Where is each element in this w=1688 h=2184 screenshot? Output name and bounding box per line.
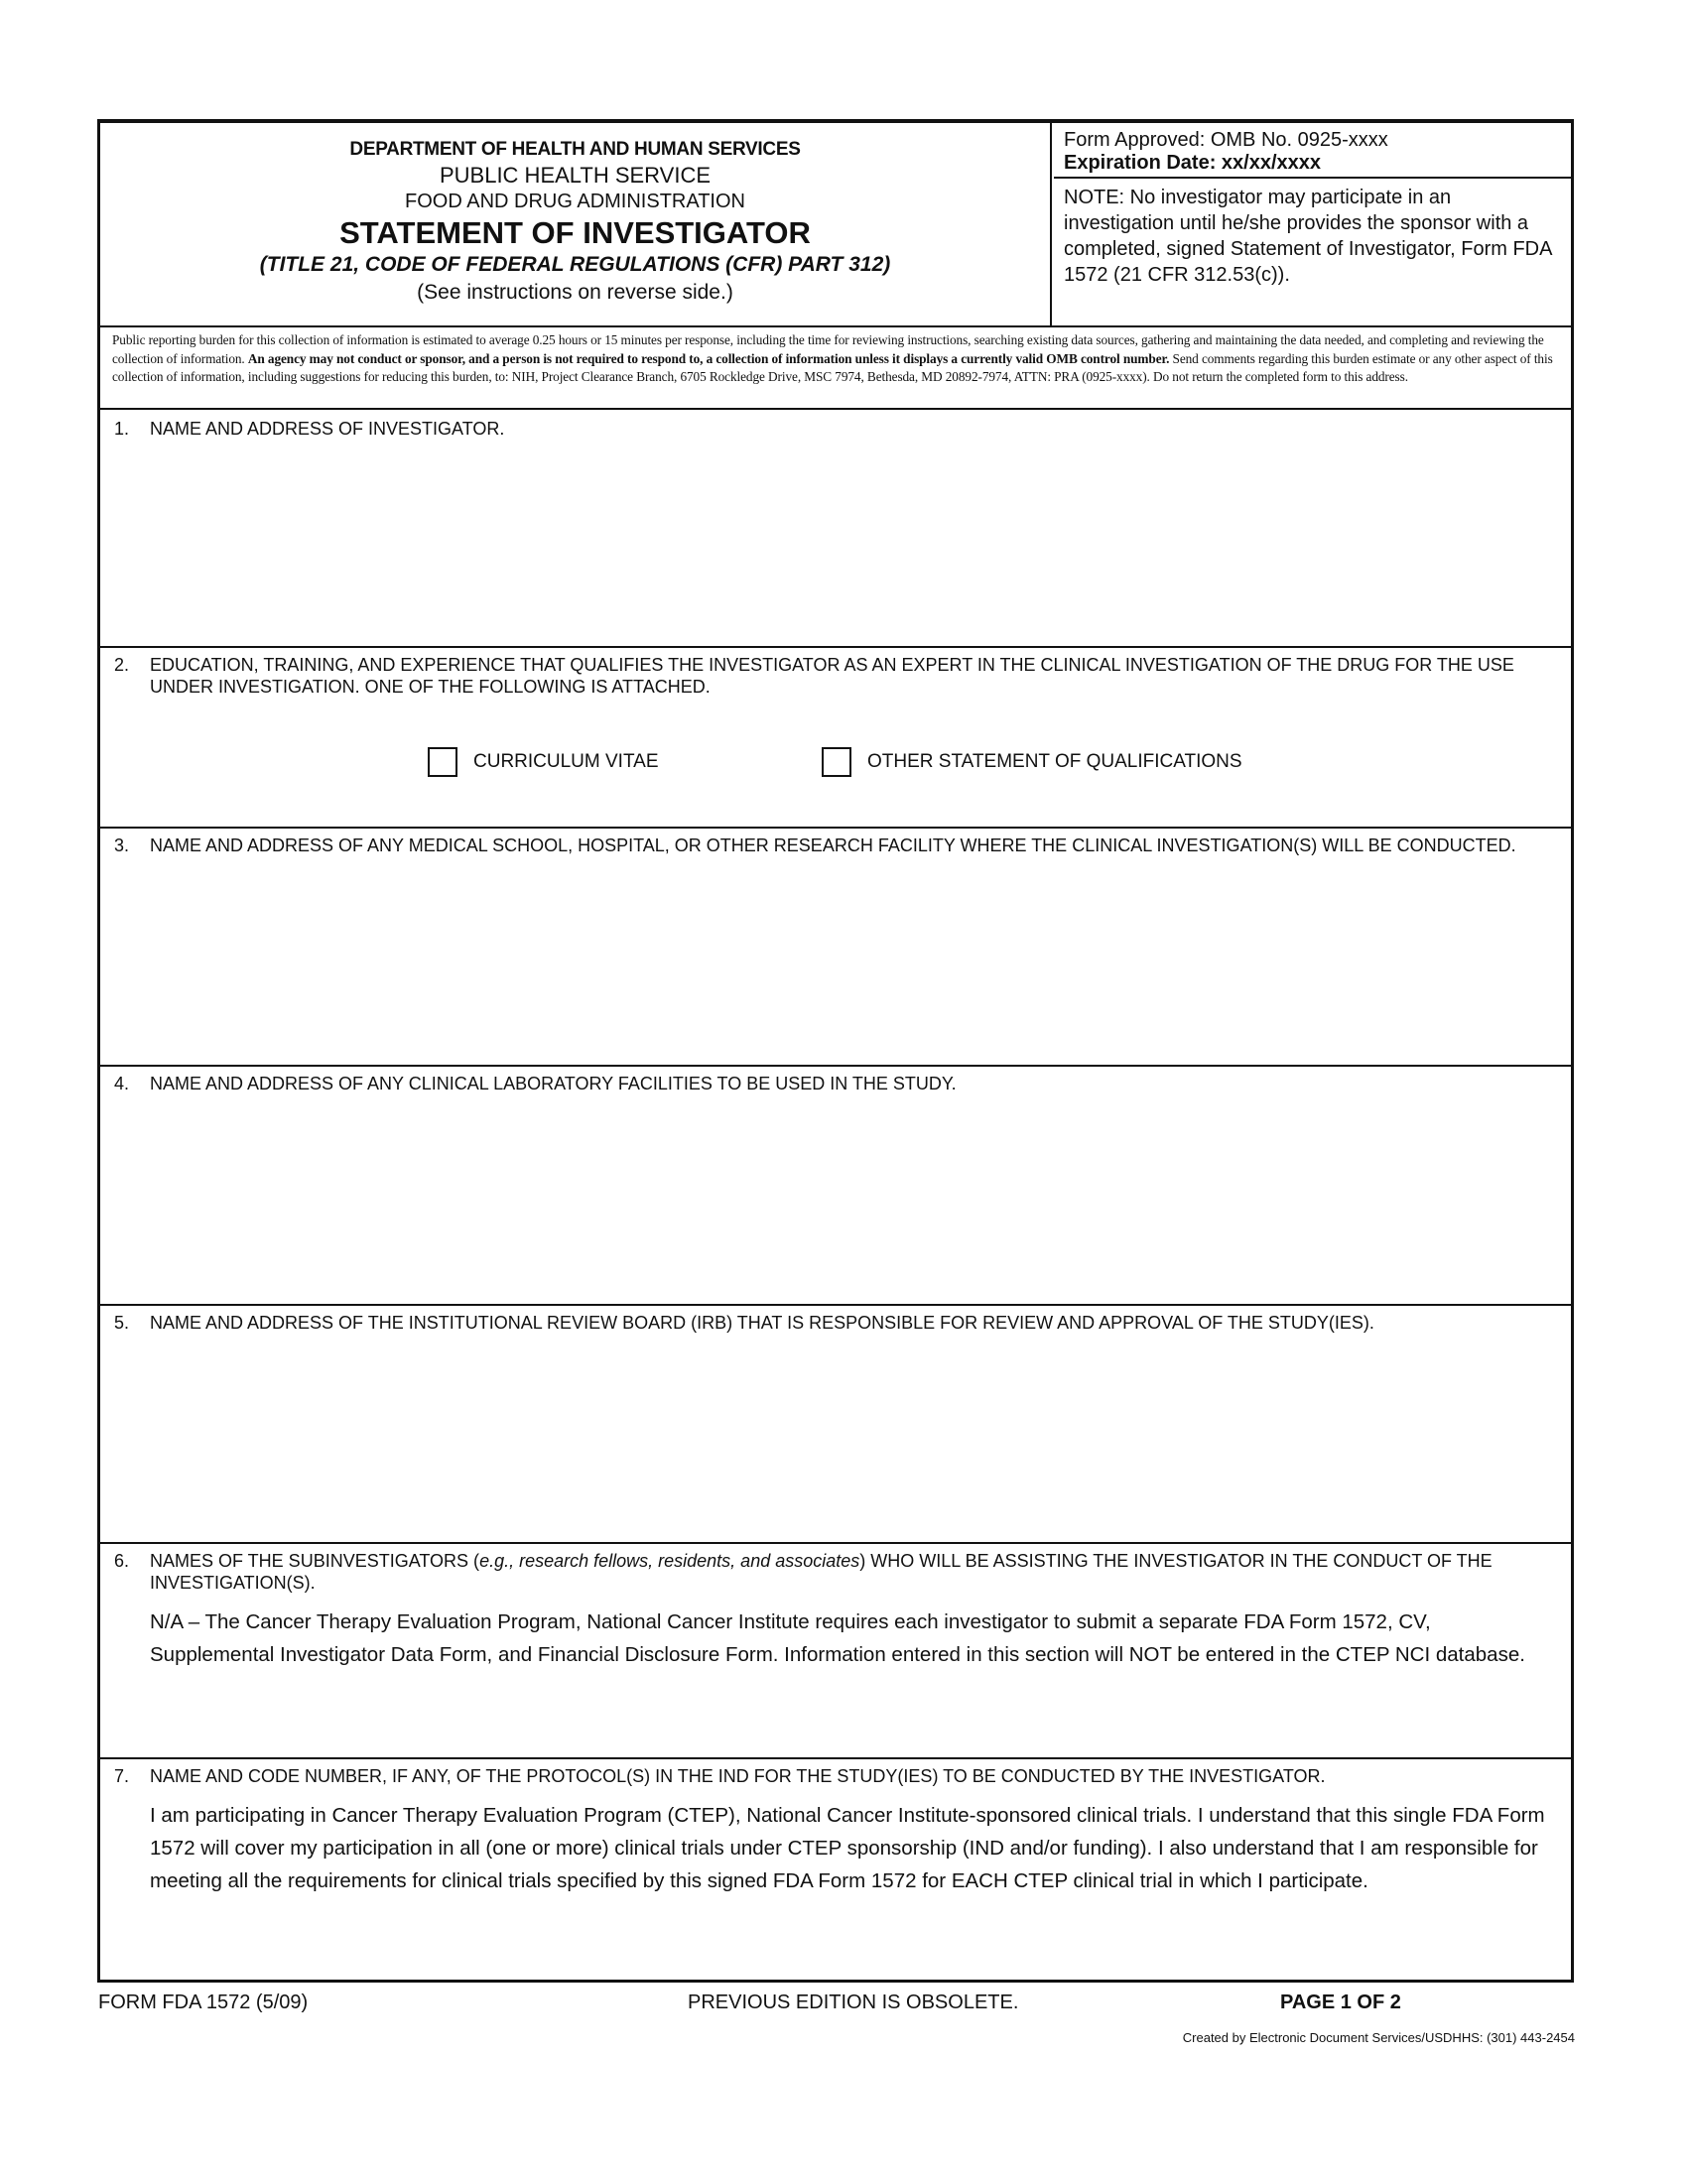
burden-statement — [100, 327, 1571, 410]
other-qualifications-option[interactable] — [822, 747, 1242, 777]
section-7[interactable] — [100, 1759, 1571, 1983]
label-part: ) WHO WILL BE ASSISTING THE INVESTIGATOR IN THE CONDUCT OF THE INVESTIGATION(S). — [150, 1551, 1493, 1593]
approval-block — [1054, 123, 1571, 325]
credit-line: Created by Electronic Document Services/USDHHS: (301) 443-2454 — [1182, 2030, 1575, 2045]
section-number: 2. — [114, 655, 130, 675]
other-qualifications-label: OTHER STATEMENT OF QUALIFICATIONS — [867, 751, 1242, 772]
section-number: 7. — [114, 1766, 130, 1786]
section-number: 3. — [114, 835, 130, 855]
burden-text: Public reporting burden for this collection of information is estimated to average 0.25 hours or 15 minutes per response, including the time for reviewing instructions, searching existing data sources, gathering and maintaining the data needed, and completing and reviewing the collection of information. — [112, 332, 1544, 366]
section-label: NAME AND ADDRESS OF ANY CLINICAL LABORATORY FACILITIES TO BE USED IN THE STUDY. — [150, 1074, 957, 1093]
section-number: 5. — [114, 1313, 130, 1333]
burden-text-2: Send comments regarding this burden estimate or any other aspect of this collection of information, including suggestions for reducing this burden, to: NIH, Project Clearance Branch, 6705 Rockledge Drive, MSC 7974, Bethesda, MD 20892-7974, ATTN: PRA (0925-xxxx). Do not return the completed form to this address. — [112, 350, 1553, 384]
section-label: NAME AND ADDRESS OF ANY MEDICAL SCHOOL, HOSPITAL, OR OTHER RESEARCH FACILITY WHERE THE CLINICAL INVESTIGATION(S) WILL BE CONDUCTED. — [150, 835, 1516, 855]
section-2 — [100, 648, 1571, 829]
section-label — [150, 1550, 1529, 1594]
obsolete-notice: PREVIOUS EDITION IS OBSOLETE. — [688, 1991, 1019, 2013]
agency: FOOD AND DRUG ADMINISTRATION — [405, 191, 745, 212]
section-number: 4. — [114, 1074, 130, 1093]
form-frame — [97, 119, 1574, 1983]
instructions-note: (See instructions on reverse side.) — [417, 281, 733, 304]
agency-block — [100, 123, 1052, 325]
section-label: EDUCATION, TRAINING, AND EXPERIENCE THAT QUALIFIES THE INVESTIGATOR AS AN EXPERT IN THE CLINICAL INVESTIGATION OF THE DRUG FOR THE USE UNDER INVESTIGATION. ONE OF THE FOLLOWING IS ATTACHED. — [150, 655, 1514, 697]
burden-bold-text: An agency may not conduct or sponsor, and a person is not required to respond to, a collection of information unless it displays a currently valid OMB control number. — [247, 350, 1170, 366]
cv-option[interactable] — [428, 747, 659, 777]
label-part: NAMES OF THE SUBINVESTIGATORS ( — [150, 1551, 480, 1571]
page-number: PAGE 1 OF 2 — [1280, 1991, 1401, 2013]
section-7-text: I am participating in Cancer Therapy Evaluation Program (CTEP), National Cancer Institute-sponsored clinical trials. I understand that this single FDA Form 1572 will cover my participation in all (one or more) clinical trials under CTEP sponsorship (IND and/or funding). I also understand that I am responsible for meeting all the requirements for clinical trials specified by this signed FDA Form 1572 for EACH CTEP clinical trial in which I participate. — [150, 1804, 1545, 1892]
section-label: NAME AND ADDRESS OF THE INSTITUTIONAL REVIEW BOARD (IRB) THAT IS RESPONSIBLE FOR REVIEW AND APPROVAL OF THE STUDY(IES). — [150, 1313, 1374, 1333]
form-subtitle: (TITLE 21, CODE OF FEDERAL REGULATIONS (CFR) PART 312) — [259, 253, 891, 276]
form-title: STATEMENT OF INVESTIGATOR — [339, 215, 811, 250]
omb-approval: Form Approved: OMB No. 0925-xxxx — [1064, 129, 1388, 151]
label-italic: e.g., research fellows, residents, and associates — [479, 1551, 860, 1571]
section-label: NAME AND CODE NUMBER, IF ANY, OF THE PROTOCOL(S) IN THE IND FOR THE STUDY(IES) TO BE CONDUCTED BY THE INVESTIGATOR. — [150, 1766, 1326, 1786]
form-number: FORM FDA 1572 (5/09) — [98, 1991, 309, 2013]
section-1[interactable] — [100, 412, 1571, 648]
investigator-note: NOTE: No investigator may participate in an investigation until he/she provides the sponsor with a completed, signed Statement of Investigator, Form FDA 1572 (21 CFR 312.53(c)). — [1064, 187, 1552, 286]
section-number: 1. — [114, 419, 130, 439]
cv-checkbox[interactable] — [428, 747, 457, 777]
other-qualifications-checkbox[interactable] — [822, 747, 851, 777]
section-3[interactable] — [100, 829, 1571, 1067]
expiration-date: Expiration Date: xx/xx/xxxx — [1064, 152, 1322, 174]
section-6[interactable] — [100, 1544, 1571, 1759]
section-label: NAME AND ADDRESS OF INVESTIGATOR. — [150, 419, 505, 439]
section-6-text: N/A – The Cancer Therapy Evaluation Program, National Cancer Institute requires each investigator to submit a separate FDA Form 1572, CV, Supplemental Investigator Data Form, and Financial Disclosure Form. Information entered in this section will NOT be entered in the CTEP NCI database. — [150, 1610, 1525, 1666]
section-5[interactable] — [100, 1306, 1571, 1544]
cv-label: CURRICULUM VITAE — [473, 751, 659, 772]
section-number: 6. — [114, 1551, 130, 1571]
service: PUBLIC HEALTH SERVICE — [439, 163, 712, 188]
form-header — [100, 123, 1571, 327]
department: DEPARTMENT OF HEALTH AND HUMAN SERVICES — [349, 139, 801, 160]
section-4[interactable] — [100, 1067, 1571, 1306]
